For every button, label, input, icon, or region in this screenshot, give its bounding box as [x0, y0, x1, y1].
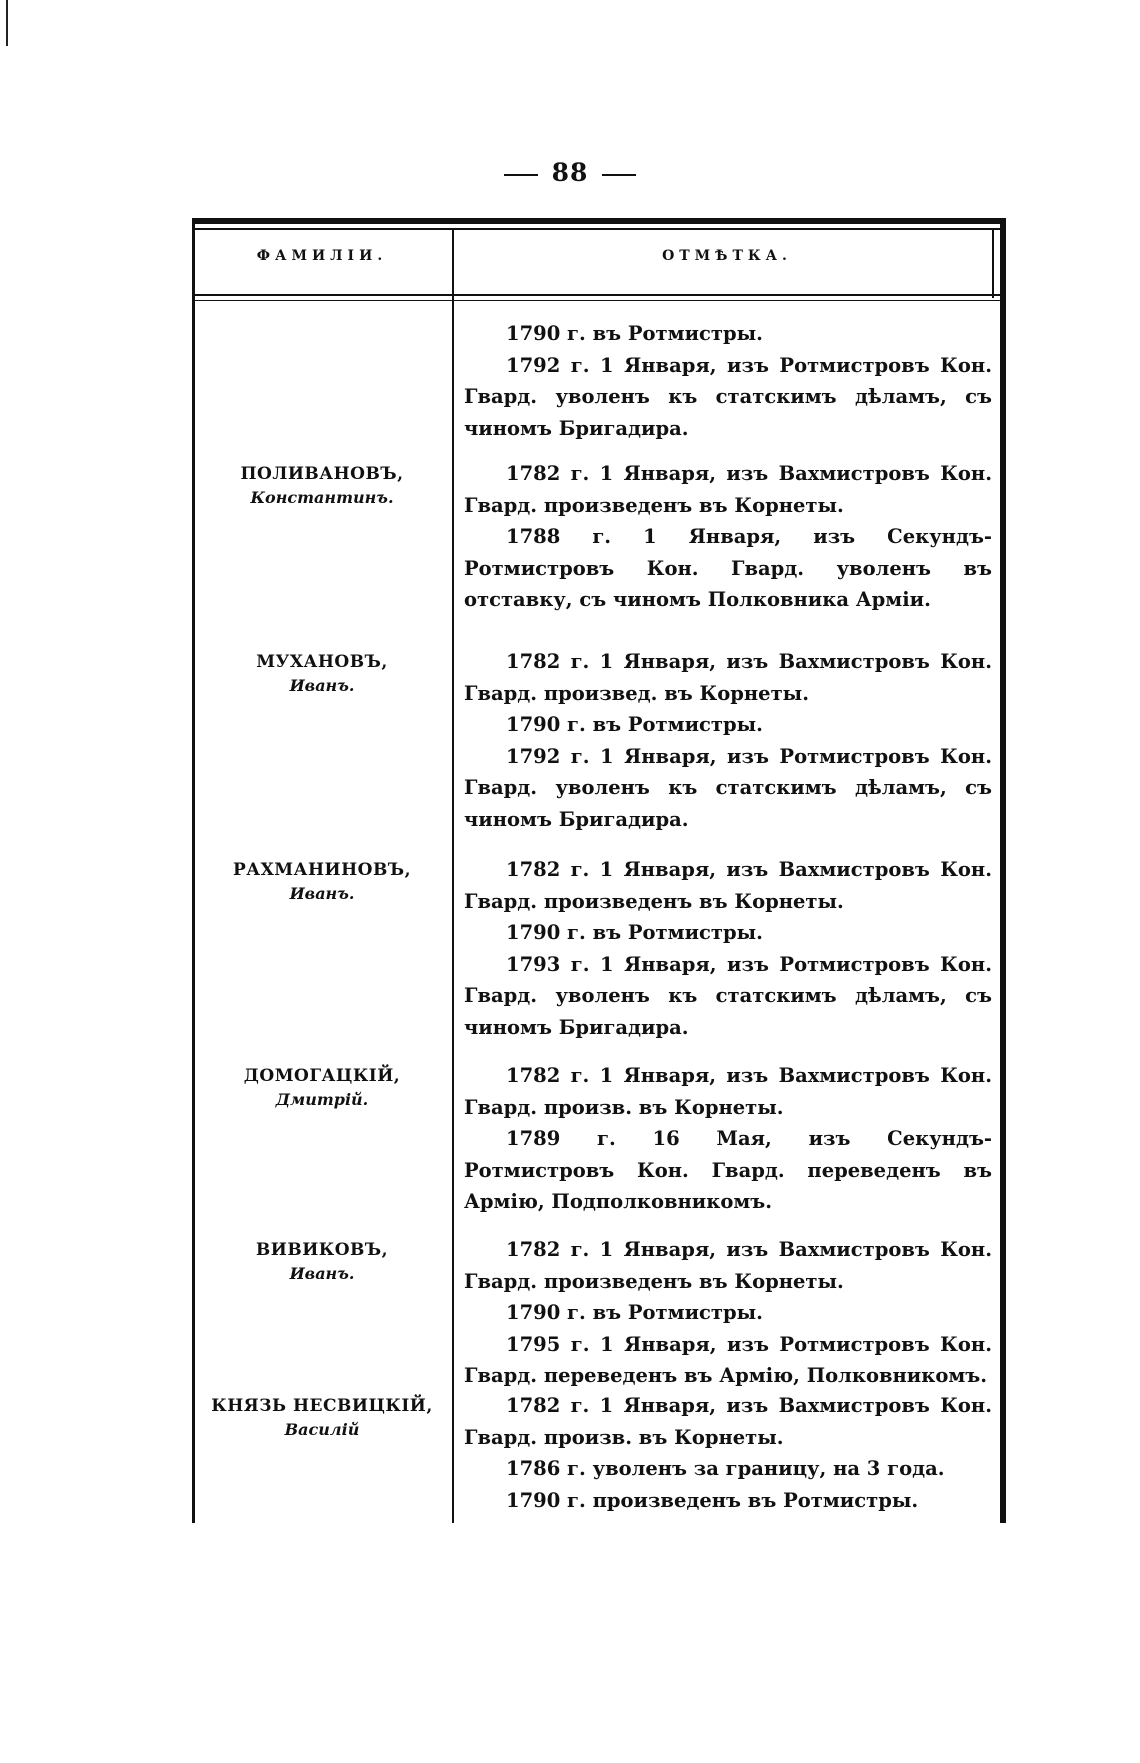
note-cell — [464, 646, 992, 835]
name-cell — [192, 860, 452, 903]
page-number-dash-right — [602, 174, 636, 176]
table-top-thin-rule — [192, 228, 1006, 230]
note-entry: 1790 г. въ Ротмистры. — [506, 322, 763, 345]
column-divider — [452, 230, 454, 1523]
note-entry: 1790 г. въ Ротмистры. — [506, 921, 763, 944]
note-entry: 1792 г. 1 Января, изъ Ротмистровъ Кон. Гвард. уволенъ къ статскимъ дѣламъ, съ чиномъ Бригадира. — [464, 744, 992, 831]
note-entry: 1790 г. произведенъ въ Ротмистры. — [506, 1488, 919, 1512]
note-cell — [464, 458, 992, 616]
surname: МУХАНОВЪ, — [256, 652, 388, 672]
note-entry: 1782 г. 1 Января, изъ Вахмистровъ Кон. Гвард. произведенъ въ Корнеты. — [464, 462, 992, 517]
name-cell — [192, 1396, 452, 1439]
note-entry: 1790 г. въ Ротмистры. — [506, 1301, 763, 1324]
surname: ДОМОГАЦКІЙ, — [243, 1066, 401, 1086]
surname: КНЯЗЬ НЕСВИЦКІЙ, — [211, 1396, 433, 1416]
given-name: Иванъ. — [289, 1264, 355, 1283]
page-number — [0, 158, 1140, 187]
note-entry: 1782 г. 1 Января, изъ Вахмистровъ Кон. Гвард. произв. въ Корнеты. — [464, 1064, 992, 1119]
given-name: Василій — [284, 1420, 360, 1439]
column-header-notes: ОТМѢТКА. — [662, 248, 792, 264]
name-cell — [192, 652, 452, 695]
page-number-dash-left — [504, 174, 538, 176]
surname: ПОЛИВАНОВЪ, — [240, 464, 404, 484]
note-entry: 1795 г. 1 Января, изъ Ротмистровъ Кон. Гвард. переведенъ въ Армію, Полковникомъ. — [464, 1332, 992, 1387]
name-cell — [192, 464, 452, 507]
given-name: Константинъ. — [250, 488, 394, 507]
note-entry: 1789 г. 16 Мая, изъ Секундъ-Ротмистровъ Кон. Гвард. переведенъ въ Армію, Подполковникомъ. — [464, 1127, 992, 1213]
page-edge-mark — [6, 0, 8, 46]
surname: РАХМАНИНОВЪ, — [232, 860, 412, 880]
table-top-rule — [192, 218, 1006, 224]
register-table — [192, 218, 1006, 1523]
note-entry: 1782 г. 1 Января, изъ Вахмистровъ Кон. Гвард. произвед. въ Корнеты. — [464, 650, 992, 705]
note-entry: 1788 г. 1 Января, изъ Секундъ-Ротмистровъ Кон. Гвард. уволенъ въ отставку, съ чиномъ Полковника Арміи. — [464, 525, 992, 611]
given-name: Иванъ. — [289, 676, 355, 695]
note-cell — [464, 1060, 992, 1218]
note-cell — [464, 854, 992, 1043]
name-cell — [192, 1240, 452, 1283]
note-entry: 1792 г. 1 Января, изъ Ротмистровъ Кон. Гвард. уволенъ къ статскимъ дѣламъ, съ чиномъ Бригадира. — [464, 353, 992, 440]
table-right-border — [1000, 218, 1006, 1523]
note-cell — [464, 1390, 992, 1516]
note-entry: 1782 г. 1 Января, изъ Вахмистровъ Кон. Гвард. произв. въ Корнеты. — [464, 1394, 992, 1449]
header-rule-thin — [192, 300, 1006, 301]
note-cell — [464, 1234, 992, 1392]
given-name: Иванъ. — [289, 884, 355, 903]
page-number-text: 88 — [551, 158, 589, 187]
note-entry: 1790 г. въ Ротмистры. — [506, 713, 763, 736]
column-header-surnames: ФАМИЛІИ. — [256, 248, 388, 264]
note-entry: 1782 г. 1 Января, изъ Вахмистровъ Кон. Гвард. произведенъ въ Корнеты. — [464, 858, 992, 913]
given-name: Дмитрій. — [275, 1090, 369, 1109]
name-cell — [192, 1066, 452, 1109]
note-cell — [464, 318, 992, 444]
note-entry: 1782 г. 1 Января, изъ Вахмистровъ Кон. Гвард. произведенъ въ Корнеты. — [464, 1238, 992, 1293]
note-entry: 1793 г. 1 Января, изъ Ротмистровъ Кон. Гвард. уволенъ къ статскимъ дѣламъ, съ чиномъ Бригадира. — [464, 952, 992, 1039]
surname: ВИВИКОВЪ, — [255, 1240, 389, 1260]
header-rule — [192, 294, 1006, 296]
note-entry: 1786 г. уволенъ за границу, на 3 года. — [506, 1457, 945, 1480]
